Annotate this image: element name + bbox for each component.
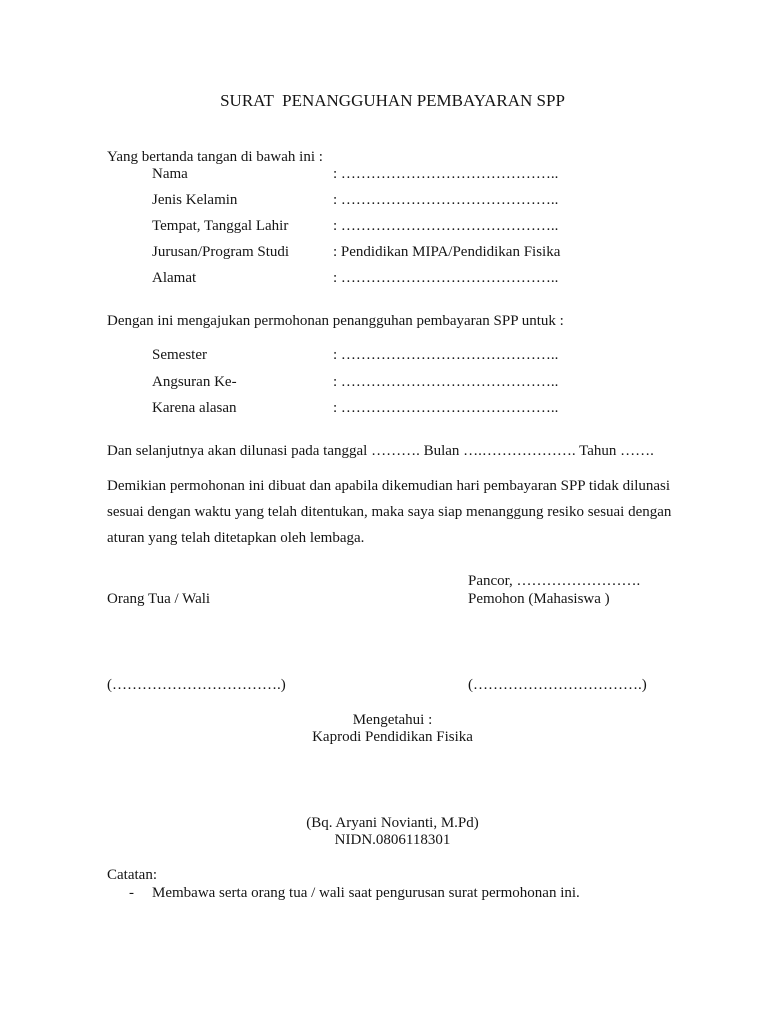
- field-label-alasan: Karena alasan: [152, 400, 237, 416]
- right-signer-role: Pemohon (Mahasiswa ): [468, 591, 610, 607]
- field-value-jenis-kelamin: : ……………………………………..: [333, 192, 559, 208]
- right-signature-blank: (…………………………….): [468, 677, 647, 693]
- left-signature-blank: (…………………………….): [107, 677, 286, 693]
- official-name: (Bq. Aryani Novianti, M.Pd): [306, 815, 479, 831]
- closing-line: Demikian permohonan ini dibuat dan apabila dikemudian hari pembayaran SPP tidak dilunasi: [107, 478, 671, 494]
- letter-title: SURAT PENANGGUHAN PEMBAYARAN SPP: [220, 91, 565, 110]
- closing-line: sesuai dengan waktu yang telah ditentukan, maka saya siap menanggung resiko sesuai dengan: [107, 504, 672, 520]
- field-value-nama: : ……………………………………..: [333, 166, 559, 182]
- field-label-alamat: Alamat: [152, 270, 197, 286]
- field-value-angsuran: : ……………………………………..: [333, 374, 559, 390]
- request-intro-text: Dengan ini mengajukan permohonan penangguhan pembayaran SPP untuk :: [107, 313, 564, 329]
- note-bullet: -: [129, 885, 134, 901]
- intro-text: Yang bertanda tangan di bawah ini :: [107, 149, 323, 165]
- field-label-semester: Semester: [152, 347, 207, 363]
- field-label-nama: Nama: [152, 166, 188, 182]
- repayment-text: Dan selanjutnya akan dilunasi pada tanggal ………. Bulan ….………………. Tahun …….: [107, 443, 654, 459]
- closing-line: aturan yang telah ditetapkan oleh lembaga.: [107, 530, 365, 546]
- note-item: Membawa serta orang tua / wali saat pengurusan surat permohonan ini.: [152, 885, 580, 901]
- official-title: Kaprodi Pendidikan Fisika: [312, 729, 473, 745]
- field-value-jurusan: : Pendidikan MIPA/Pendidikan Fisika: [333, 244, 561, 260]
- field-label-jenis-kelamin: Jenis Kelamin: [152, 192, 238, 208]
- acknowledgement-label: Mengetahui :: [352, 712, 433, 728]
- notes-heading: Catatan:: [107, 867, 157, 883]
- field-value-tempat-tanggal-lahir: : ……………………………………..: [333, 218, 559, 234]
- place-date: Pancor, …………………….: [468, 573, 641, 589]
- field-label-tempat-tanggal-lahir: Tempat, Tanggal Lahir: [152, 218, 289, 234]
- field-value-alasan: : ……………………………………..: [333, 400, 559, 416]
- field-label-jurusan: Jurusan/Program Studi: [152, 244, 290, 260]
- field-label-angsuran: Angsuran Ke-: [152, 374, 237, 390]
- field-value-semester: : ……………………………………..: [333, 347, 559, 363]
- left-signer-role: Orang Tua / Wali: [107, 591, 211, 607]
- official-id-number: NIDN.0806118301: [334, 832, 451, 848]
- field-value-alamat: : ……………………………………..: [333, 270, 559, 286]
